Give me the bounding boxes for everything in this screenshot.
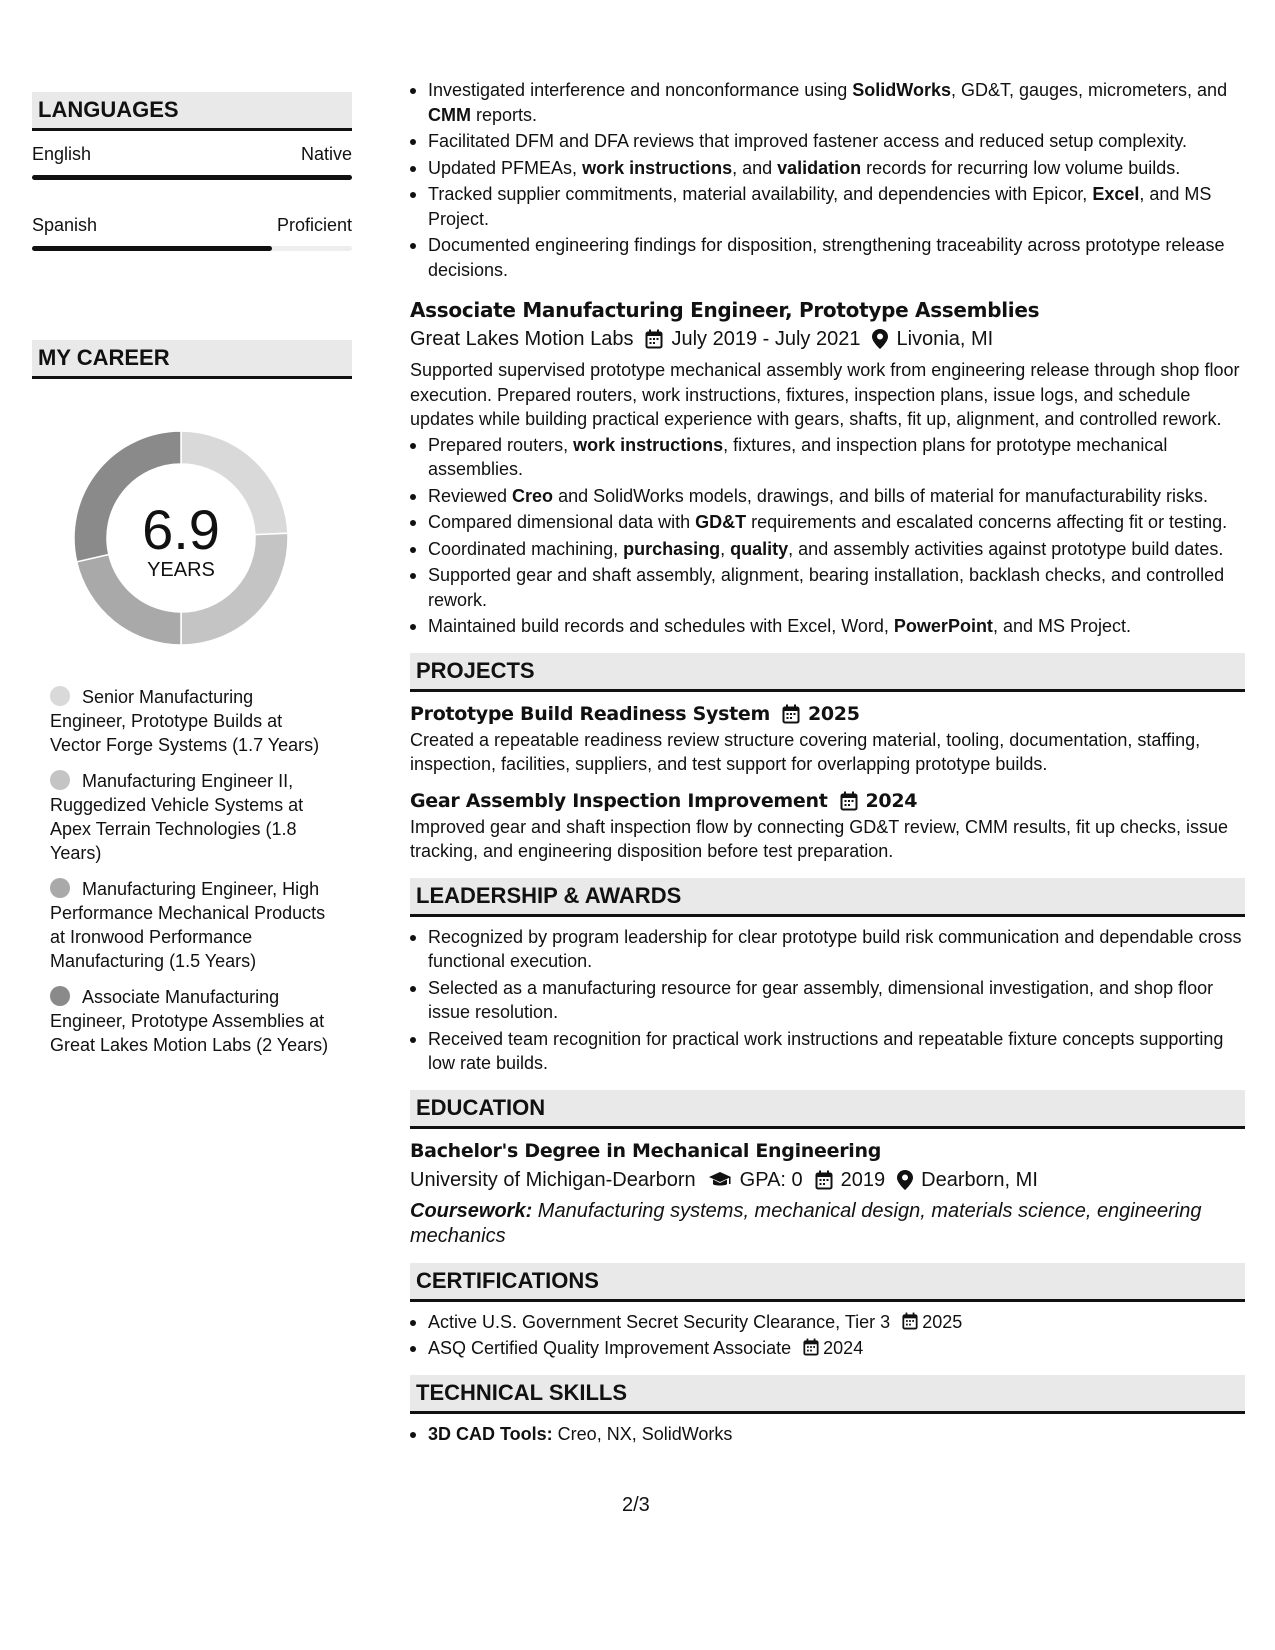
leadership-heading: LEADERSHIP & AWARDS	[410, 878, 1245, 917]
job-bullets	[410, 433, 1245, 639]
language-level: Proficient	[276, 215, 352, 235]
career-role-text: Manufacturing Engineer, High Performance Mechanical Products at Ironwood Performance Manufacturing (1.5 Years)	[50, 879, 326, 971]
education-meta	[410, 1165, 1245, 1195]
calendar-icon	[782, 704, 800, 724]
calendar-icon	[902, 1312, 918, 1330]
languages-list	[32, 143, 352, 251]
education-location: Dearborn, MI	[921, 1168, 1038, 1191]
language-proficiency-fill	[32, 246, 272, 251]
text-run: ,	[720, 538, 731, 559]
certification-item	[410, 1310, 1245, 1335]
project-title: Gear Assembly Inspection Improvement	[410, 789, 828, 812]
education-school: University of Michigan-Dearborn	[410, 1168, 696, 1191]
job-location: Livonia, MI	[896, 328, 994, 350]
job-bullet	[410, 563, 1245, 612]
bold-text: GD&T	[695, 512, 747, 532]
calendar-icon	[840, 791, 858, 811]
certification-year: 2024	[823, 1338, 864, 1358]
language-name: Spanish	[32, 215, 98, 235]
project-title-row	[410, 787, 1245, 815]
project-title-row	[410, 700, 1245, 728]
education-coursework	[410, 1199, 1245, 1249]
legend-dot	[50, 878, 70, 898]
previous-job-bullet	[410, 156, 1245, 181]
bold-text: work instructions	[573, 434, 724, 455]
skill-value: Creo, NX, SolidWorks	[552, 1423, 733, 1444]
main-content	[410, 78, 1245, 1448]
job-company: Great Lakes Motion Labs	[410, 328, 634, 350]
career-role-item	[50, 985, 330, 1057]
leadership-item: Received team recognition for practical work instructions and repeatable fixture concepts supporting low rate builds.	[410, 1027, 1245, 1076]
projects-list	[410, 700, 1245, 864]
project-year: 2025	[807, 702, 860, 725]
project-description: Improved gear and shaft inspection flow by connecting GD&T review, CMM results, fit up checks, issue tracking, and engineering disposition before test preparation.	[410, 816, 1229, 861]
certification-name: Active U.S. Government Secret Security Clearance, Tier 3	[428, 1311, 891, 1332]
skills-list	[410, 1422, 1245, 1447]
text-run: Facilitated DFM and DFA reviews that improved fastener access and reduced setup complexity.	[428, 131, 1188, 151]
project-title: Prototype Build Readiness System	[410, 702, 770, 725]
leadership-list	[410, 925, 1245, 1076]
text-run: requirements and escalated concerns affecting fit or testing.	[746, 512, 1228, 532]
certifications-list	[410, 1310, 1245, 1361]
certification-name: ASQ Certified Quality Improvement Associate	[428, 1338, 792, 1358]
education-entry	[410, 1137, 1245, 1249]
language-item	[32, 143, 352, 180]
bold-text: quality	[730, 538, 789, 559]
leadership-item: Selected as a manufacturing resource for gear assembly, dimensional investigation, and shop floor issue resolution.	[410, 976, 1245, 1025]
certification-year: 2025	[922, 1311, 963, 1332]
job-bullet	[410, 433, 1245, 482]
legend-dot	[50, 686, 70, 706]
project-description: Created a repeatable readiness review structure covering material, tooling, documentation, staffing, inspection, facilities, suppliers, and test support for overlapping prototype builds.	[410, 729, 1201, 774]
coursework-text: Manufacturing systems, mechanical design, materials science, engineering mechanics	[410, 1199, 1202, 1247]
languages-heading: LANGUAGES	[32, 92, 352, 131]
job-summary: Supported supervised prototype mechanical assembly work from engineering release through shop floor execution. Prepared routers, work instructions, fixtures, inspection plans, issue logs, and schedule updates while building practical experience with gears, shafts, fit up, alignment, and controlled rework.	[410, 360, 1240, 429]
project-item	[410, 700, 1245, 777]
career-total-unit: YEARS	[147, 559, 215, 581]
skills-heading: TECHNICAL SKILLS	[410, 1375, 1245, 1414]
graduation-cap-icon	[708, 1171, 732, 1189]
map-pin-icon	[872, 329, 888, 349]
bold-text: purchasing	[623, 538, 721, 559]
legend-dot	[50, 770, 70, 790]
map-pin-icon	[897, 1170, 913, 1190]
text-run: Investigated interference and nonconformance using	[428, 80, 853, 100]
page-indicator: 2/3	[622, 1494, 650, 1516]
job-bullet	[410, 510, 1245, 535]
language-item	[32, 214, 352, 251]
text-run: Compared dimensional data with	[428, 512, 696, 532]
career-heading: MY CAREER	[32, 340, 352, 379]
text-run: , and MS Project.	[428, 184, 1212, 229]
job-bullet	[410, 537, 1245, 562]
previous-job-bullet	[410, 129, 1245, 154]
previous-job-bullet	[410, 182, 1245, 231]
text-run: , and MS Project.	[992, 616, 1131, 636]
job-title: Associate Manufacturing Engineer, Prototype Assemblies	[410, 298, 1040, 322]
legend-dot	[50, 986, 70, 1006]
education-gpa: GPA: 0	[739, 1168, 803, 1191]
project-item	[410, 787, 1245, 864]
job-bullet	[410, 614, 1245, 639]
career-section	[32, 340, 352, 1069]
career-role-text: Associate Manufacturing Engineer, Prototype Assemblies at Great Lakes Motion Labs (2 Years)	[50, 987, 329, 1055]
career-donut-chart	[66, 423, 296, 653]
bold-text: validation	[777, 157, 862, 178]
previous-job-bullet	[410, 78, 1245, 127]
text-run: Coordinated machining,	[428, 538, 624, 559]
job-meta	[410, 324, 1245, 354]
text-run: Prepared routers,	[428, 434, 574, 455]
bold-text: SolidWorks	[852, 80, 951, 100]
language-proficiency-bar	[32, 175, 352, 180]
text-run: , GD&T, gauges, micrometers, and	[950, 80, 1228, 100]
career-roles-list	[50, 685, 330, 1057]
text-run: records for recurring low volume builds.	[861, 157, 1181, 178]
career-role-text: Manufacturing Engineer II, Ruggedized Vehicle Systems at Apex Terrain Technologies (1.8 Years)	[50, 771, 304, 863]
job-bullet	[410, 484, 1245, 509]
bold-text: Creo	[512, 485, 554, 506]
text-run: Supported gear and shaft assembly, alignment, bearing installation, backlash checks, and controlled rework.	[428, 565, 1225, 610]
language-level: Native	[300, 144, 352, 164]
text-run: , fixtures, and inspection plans for prototype mechanical assemblies.	[428, 434, 1168, 479]
skill-label: 3D CAD Tools:	[428, 1423, 553, 1444]
leadership-item: Recognized by program leadership for clear prototype build risk communication and dependable cross functional execution.	[410, 925, 1245, 974]
job-dates: July 2019 - July 2021	[671, 328, 861, 350]
calendar-icon	[803, 1338, 819, 1356]
sidebar	[32, 92, 352, 1055]
calendar-icon	[645, 329, 663, 349]
career-role-item	[50, 685, 330, 757]
text-run: Tracked supplier commitments, material availability, and dependencies with Epicor,	[428, 184, 1093, 204]
language-proficiency-bar	[32, 246, 352, 251]
education-year: 2019	[840, 1168, 886, 1191]
text-run: , and assembly activities against prototype build dates.	[788, 538, 1224, 559]
language-proficiency-fill	[32, 175, 352, 180]
career-role-item	[50, 877, 330, 973]
text-run: Updated PFMEAs,	[428, 157, 583, 178]
bold-text: CMM	[428, 104, 471, 125]
education-degree: Bachelor's Degree in Mechanical Engineering	[410, 1139, 882, 1162]
skill-item	[410, 1422, 1245, 1447]
job-entry	[410, 296, 1245, 639]
text-run: Documented engineering findings for disposition, strengthening traceability across prototype release decisions.	[428, 235, 1225, 280]
language-name: English	[32, 144, 92, 164]
project-year: 2024	[865, 789, 918, 812]
text-run: Reviewed	[428, 485, 513, 506]
coursework-label: Coursework:	[410, 1199, 533, 1222]
bold-text: work instructions	[582, 157, 733, 178]
career-role-text: Senior Manufacturing Engineer, Prototype Builds at Vector Forge Systems (1.7 Years)	[50, 687, 320, 755]
career-role-item	[50, 769, 330, 865]
projects-heading: PROJECTS	[410, 653, 1245, 692]
education-heading: EDUCATION	[410, 1090, 1245, 1129]
bold-text: PowerPoint	[893, 616, 993, 636]
career-total-years: 6.9	[142, 498, 220, 561]
text-run: reports.	[471, 104, 538, 125]
text-run: and SolidWorks models, drawings, and bills of material for manufacturability risks.	[553, 485, 1208, 506]
text-run: Maintained build records and schedules with Excel, Word,	[428, 616, 894, 636]
certification-item	[410, 1336, 1245, 1361]
bold-text: Excel	[1092, 184, 1140, 204]
calendar-icon	[815, 1170, 833, 1190]
previous-job-bullet	[410, 233, 1245, 282]
text-run: , and	[732, 157, 778, 178]
previous-job-bullets	[410, 78, 1245, 282]
certifications-heading: CERTIFICATIONS	[410, 1263, 1245, 1302]
